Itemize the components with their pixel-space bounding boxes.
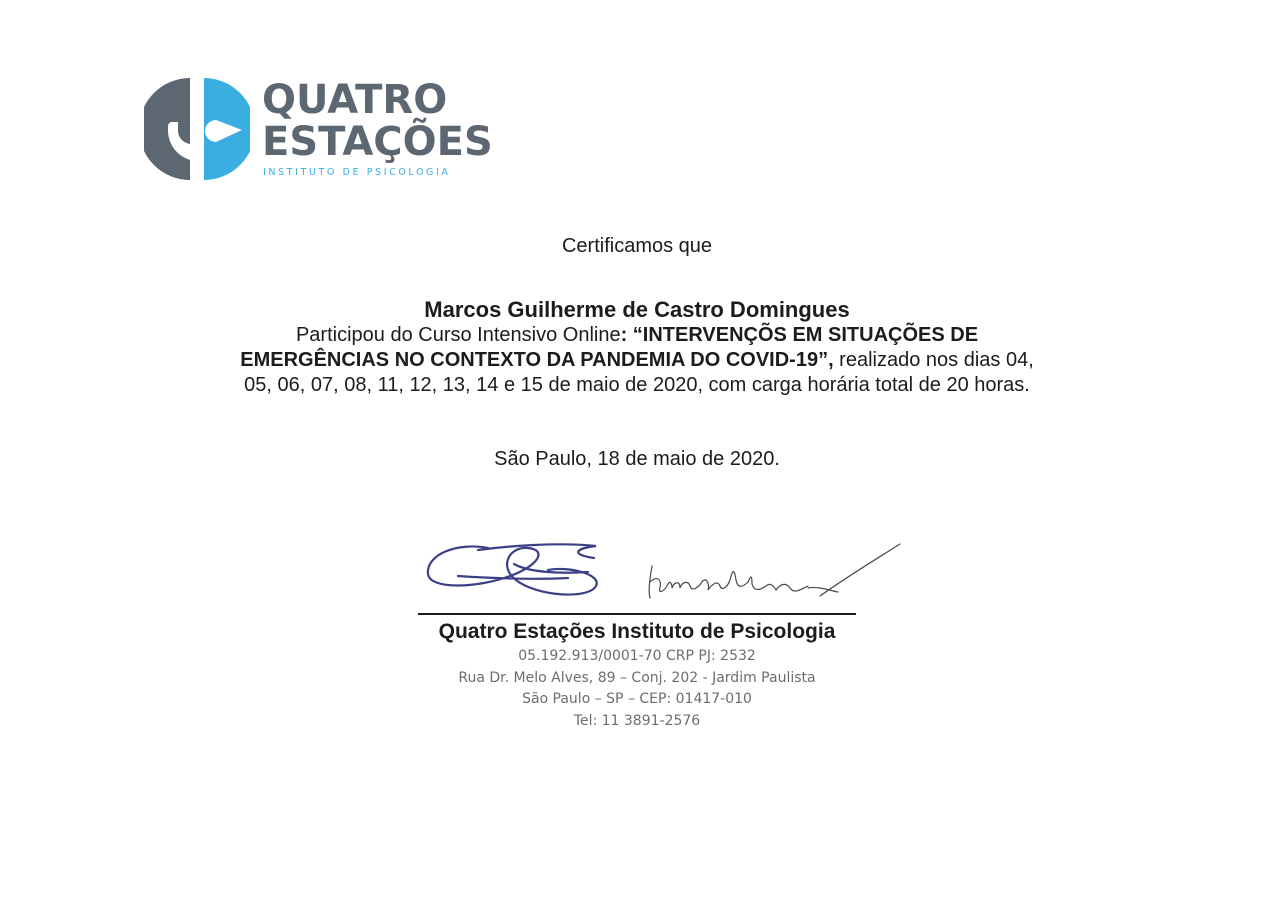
city-postal-line: São Paulo – SP – CEP: 01417-010	[522, 691, 752, 707]
logo-subtitle: INSTITUTO DE PSICOLOGIA	[263, 167, 451, 178]
logo-word-estacoes: ESTAÇÕES	[262, 119, 493, 165]
address-line: Rua Dr. Melo Alves, 89 – Conj. 202 - Jardim Paulista	[458, 670, 816, 686]
signature-line	[418, 613, 856, 615]
organization-name: Quatro Estações Instituto de Psicologia	[438, 620, 836, 643]
certificate-body	[230, 323, 1044, 398]
registration-number: 05.192.913/0001-70 CRP PJ: 2532	[518, 648, 756, 664]
quatro-estacoes-logo-icon	[144, 76, 250, 182]
phone-line: Tel: 11 3891-2576	[573, 713, 701, 729]
handwritten-signatures-icon	[418, 536, 908, 608]
institute-logo	[144, 74, 493, 184]
body-prefix: Participou do Curso Intensivo Online	[295, 324, 621, 346]
course-title: : “INTERVENÇÕS EM SITUAÇÕES DE EMERGÊNCIAS NO CONTEXTO DA PANDEMIA DO COVID-19”,	[240, 324, 979, 371]
body-suffix: realizado nos dias 04, 05, 06, 07, 08, 11, 12, 13, 14 e 15 de maio de 2020, com carga horária total de 20 horas.	[244, 349, 1034, 396]
logo-word-quatro: QUATRO	[262, 77, 448, 123]
place-and-date: São Paulo, 18 de maio de 2020.	[494, 448, 780, 470]
recipient-name: Marcos Guilherme de Castro Domingues	[424, 297, 850, 322]
certificate-intro: Certificamos que	[561, 235, 713, 257]
